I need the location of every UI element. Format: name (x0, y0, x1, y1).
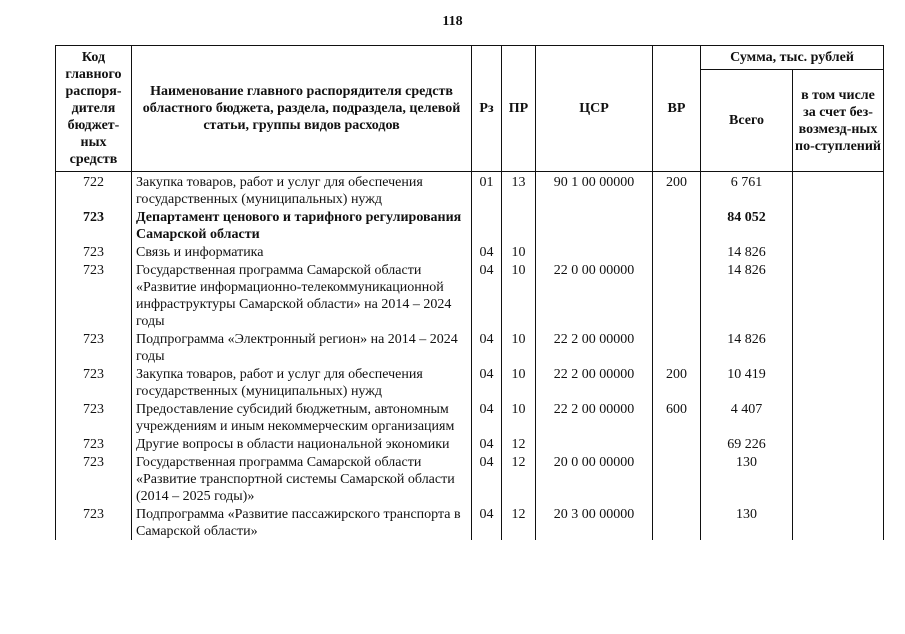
total-cell: 130 (701, 505, 793, 540)
csr-cell: 22 2 00 00000 (536, 400, 653, 435)
code-cell: 723 (56, 453, 132, 505)
code-cell: 723 (56, 365, 132, 400)
code-cell: 723 (56, 505, 132, 540)
name-cell: Связь и информатика (132, 243, 472, 261)
rz-cell: 04 (472, 435, 502, 453)
total-cell: 14 826 (701, 243, 793, 261)
pr-cell: 10 (502, 243, 536, 261)
table-row (56, 172, 884, 209)
csr-cell: 22 2 00 00000 (536, 330, 653, 365)
including-cell (793, 400, 884, 435)
vr-cell (653, 453, 701, 505)
csr-cell: 90 1 00 00000 (536, 172, 653, 209)
pr-cell: 13 (502, 172, 536, 209)
rz-cell: 01 (472, 172, 502, 209)
table-row (56, 330, 884, 365)
rz-cell: 04 (472, 261, 502, 330)
csr-cell: 20 3 00 00000 (536, 505, 653, 540)
rz-cell (472, 208, 502, 243)
pr-cell: 10 (502, 365, 536, 400)
pr-cell: 10 (502, 400, 536, 435)
total-cell: 14 826 (701, 261, 793, 330)
header-code: Код главного распоря-дителя бюджет-ных средств (56, 46, 132, 172)
pr-cell (502, 208, 536, 243)
total-cell: 84 052 (701, 208, 793, 243)
csr-cell (536, 435, 653, 453)
table-row (56, 365, 884, 400)
including-cell (793, 243, 884, 261)
pr-cell: 12 (502, 505, 536, 540)
code-cell: 723 (56, 243, 132, 261)
pr-cell: 10 (502, 261, 536, 330)
including-cell (793, 435, 884, 453)
table-row (56, 208, 884, 243)
vr-cell (653, 435, 701, 453)
header-vr: ВР (653, 46, 701, 172)
total-cell: 69 226 (701, 435, 793, 453)
header-sum: Сумма, тыс. рублей (701, 46, 884, 70)
rz-cell: 04 (472, 365, 502, 400)
name-cell: Предоставление субсидий бюджетным, автономным учреждениям и иным некоммерческим организациям (132, 400, 472, 435)
including-cell (793, 330, 884, 365)
pr-cell: 10 (502, 330, 536, 365)
including-cell (793, 505, 884, 540)
header-including: в том числе за счет без-возмезд-ных по-ступлений (793, 70, 884, 172)
table-row (56, 505, 884, 540)
page-number: 118 (442, 14, 463, 29)
csr-cell: 22 0 00 00000 (536, 261, 653, 330)
csr-cell (536, 208, 653, 243)
name-cell: Государственная программа Самарской области «Развитие информационно-телекоммуникационной инфраструктуры Самарской области» на 2014 – 2024 годы (132, 261, 472, 330)
including-cell (793, 453, 884, 505)
code-cell: 723 (56, 261, 132, 330)
header-name: Наименование главного распорядителя средств областного бюджета, раздела, подраздела, целевой статьи, группы видов расходов (132, 46, 472, 172)
name-cell: Государственная программа Самарской области «Развитие транспортной системы Самарской области (2014 – 2025 годы)» (132, 453, 472, 505)
name-cell: Другие вопросы в области национальной экономики (132, 435, 472, 453)
including-cell (793, 208, 884, 243)
csr-cell: 20 0 00 00000 (536, 453, 653, 505)
pr-cell: 12 (502, 435, 536, 453)
vr-cell (653, 330, 701, 365)
vr-cell (653, 243, 701, 261)
header-rz: Рз (472, 46, 502, 172)
vr-cell: 600 (653, 400, 701, 435)
csr-cell (536, 243, 653, 261)
code-cell: 723 (56, 330, 132, 365)
csr-cell: 22 2 00 00000 (536, 365, 653, 400)
including-cell (793, 365, 884, 400)
table-body (56, 172, 884, 541)
total-cell: 4 407 (701, 400, 793, 435)
name-cell: Департамент ценового и тарифного регулирования Самарской области (132, 208, 472, 243)
table-row (56, 400, 884, 435)
total-cell: 10 419 (701, 365, 793, 400)
vr-cell: 200 (653, 365, 701, 400)
vr-cell (653, 208, 701, 243)
vr-cell (653, 261, 701, 330)
rz-cell: 04 (472, 330, 502, 365)
header-total: Всего (701, 70, 793, 172)
total-cell: 14 826 (701, 330, 793, 365)
table-row (56, 435, 884, 453)
rz-cell: 04 (472, 453, 502, 505)
code-cell: 723 (56, 400, 132, 435)
rz-cell: 04 (472, 243, 502, 261)
total-cell: 130 (701, 453, 793, 505)
vr-cell: 200 (653, 172, 701, 209)
including-cell (793, 172, 884, 209)
header-pr: ПР (502, 46, 536, 172)
name-cell: Подпрограмма «Электронный регион» на 2014 – 2024 годы (132, 330, 472, 365)
code-cell: 723 (56, 435, 132, 453)
name-cell: Подпрограмма «Развитие пассажирского транспорта в Самарской области» (132, 505, 472, 540)
vr-cell (653, 505, 701, 540)
pr-cell: 12 (502, 453, 536, 505)
rz-cell: 04 (472, 400, 502, 435)
code-cell: 723 (56, 208, 132, 243)
name-cell: Закупка товаров, работ и услуг для обеспечения государственных (муниципальных) нужд (132, 365, 472, 400)
rz-cell: 04 (472, 505, 502, 540)
table-row (56, 453, 884, 505)
total-cell: 6 761 (701, 172, 793, 209)
name-cell: Закупка товаров, работ и услуг для обеспечения государственных (муниципальных) нужд (132, 172, 472, 209)
table-row (56, 261, 884, 330)
header-csr: ЦСР (536, 46, 653, 172)
table-header (56, 46, 884, 172)
including-cell (793, 261, 884, 330)
table-row (56, 243, 884, 261)
code-cell: 722 (56, 172, 132, 209)
budget-table (55, 45, 884, 540)
